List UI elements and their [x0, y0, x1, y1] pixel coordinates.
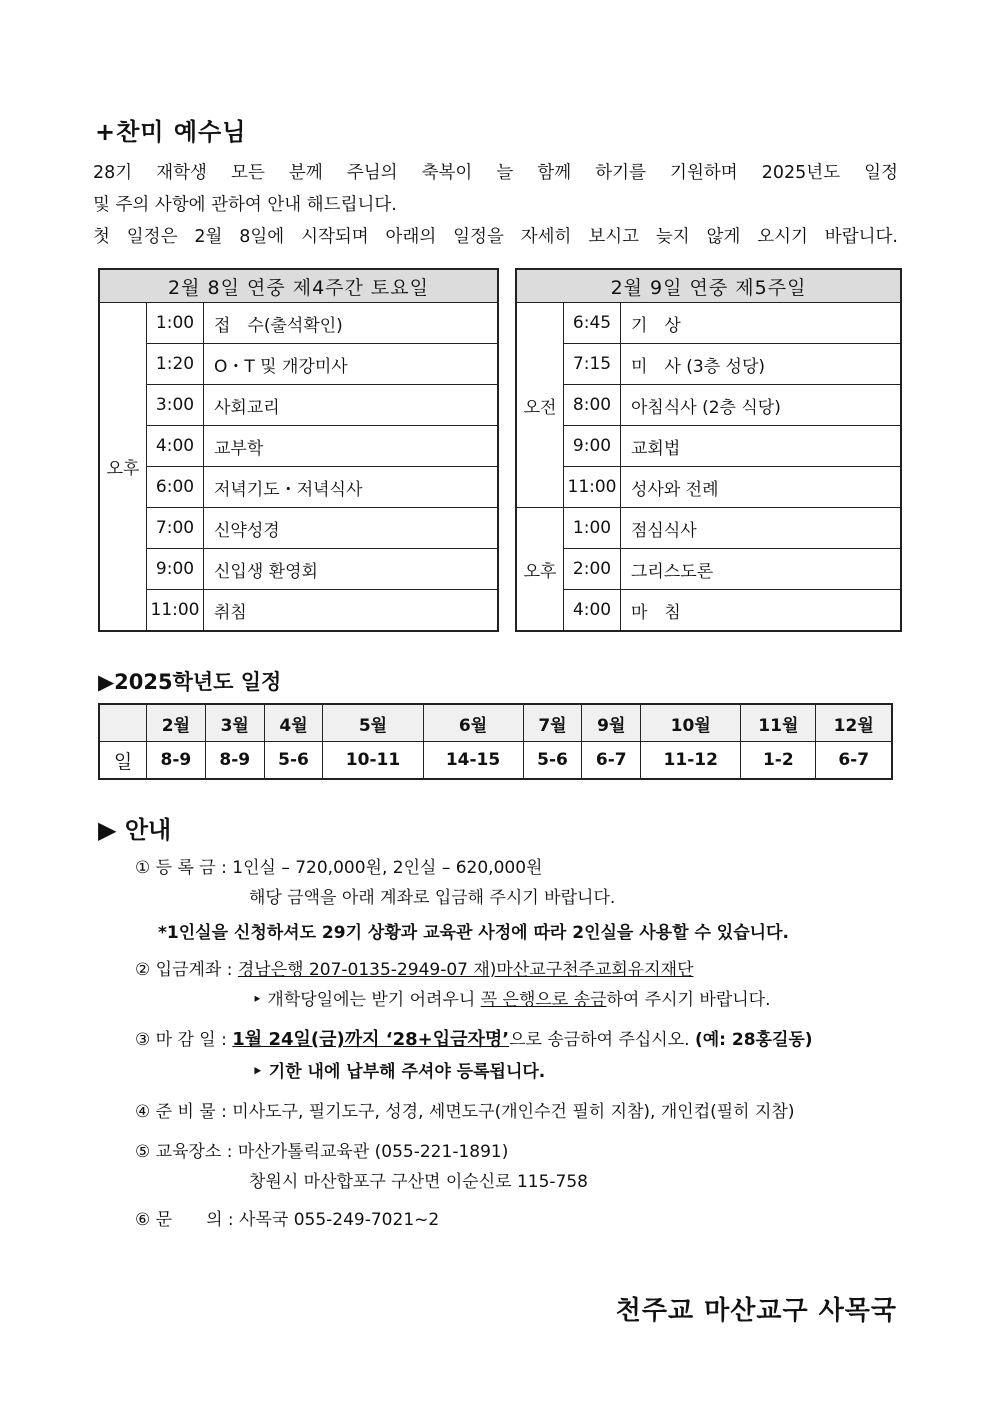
time-cell: 4:00 [564, 590, 621, 632]
month-cell: 3월 [205, 704, 264, 742]
table-row [516, 303, 901, 344]
month-cell: 7월 [523, 704, 582, 742]
fee-label: ① 등 록 금 : [135, 858, 233, 878]
account-value: 경남은행 207-0135-2949-07 재)마산교구천주교회유지재단 [237, 960, 694, 980]
day-range-cell: 8-9 [205, 742, 264, 780]
fee-sub: 해당 금액을 아래 계좌로 입금해 주시기 바랍니다. [249, 888, 616, 908]
year-days-row [99, 742, 892, 780]
intro-line-1: 28기 재학생 모든 분께 주님의 축복이 늘 함께 하기를 기원하며 2025년도 일정 [93, 163, 898, 183]
time-cell: 3:00 [147, 385, 204, 426]
greeting-heading: +찬미 예수님 [95, 118, 247, 146]
deadline-sub: ‣ 기한 내에 납부해 주셔야 등록됩니다. [252, 1062, 546, 1082]
day1-title: 2월 8일 연중 제4주간 토요일 [99, 269, 498, 303]
deadline-rest: 으로 송금하여 주십시오. [509, 1030, 695, 1050]
account-sub-a: ‣ 개학당일에는 받기 어려우니 [252, 990, 481, 1010]
month-cell: 11월 [741, 704, 816, 742]
day2-schedule-table [515, 268, 902, 632]
month-cell: 2월 [147, 704, 206, 742]
time-cell: 7:15 [564, 344, 621, 385]
fee-value: 1인실 – 720,000원, 2인실 – 620,000원 [232, 858, 543, 878]
notice-item-deadline [135, 1025, 813, 1051]
intro-line-2: 및 주의 사항에 관하여 안내 해드립니다. [93, 195, 397, 215]
notice-item-location [135, 1137, 508, 1162]
table-row [99, 344, 498, 385]
time-cell: 9:00 [147, 549, 204, 590]
day-range-cell: 10-11 [323, 742, 423, 780]
activity-cell: 신약성경 [204, 508, 499, 549]
day-range-cell: 5-6 [264, 742, 323, 780]
notice-item-contact [135, 1205, 439, 1230]
deadline-example: (예: 28홍길동) [694, 1030, 813, 1050]
activity-cell: 아침식사 (2층 식당) [621, 385, 902, 426]
activity-cell: 교부학 [204, 426, 499, 467]
day-range-cell: 6-7 [816, 742, 892, 780]
time-cell: 11:00 [147, 590, 204, 632]
year-schedule-title: ▶2025학년도 일정 [98, 670, 282, 694]
time-cell: 9:00 [564, 426, 621, 467]
activity-cell: 신입생 환영회 [204, 549, 499, 590]
time-cell: 4:00 [147, 426, 204, 467]
notice-item-account [135, 955, 694, 980]
activity-cell: 교회법 [621, 426, 902, 467]
year-header-row [99, 704, 892, 742]
day1-schedule-table [98, 268, 499, 632]
table-row [99, 385, 498, 426]
supplies-label: ④ 준 비 물 : [135, 1102, 233, 1122]
location-value: 마산가톨릭교육관 (055-221-1891) [237, 1142, 509, 1162]
table-row [516, 385, 901, 426]
location-label: ⑤ 교육장소 : [135, 1142, 238, 1162]
time-cell: 1:00 [564, 508, 621, 549]
day-range-cell: 6-7 [582, 742, 641, 780]
time-cell: 8:00 [564, 385, 621, 426]
month-cell: 6월 [423, 704, 523, 742]
year-corner-cell [99, 704, 147, 742]
year-schedule-table [98, 703, 893, 780]
activity-cell: 성사와 전례 [621, 467, 902, 508]
month-cell: 10월 [641, 704, 741, 742]
month-cell: 4월 [264, 704, 323, 742]
activity-cell: 그리스도론 [621, 549, 902, 590]
notice-item-fee [135, 853, 542, 878]
activity-cell: 취침 [204, 590, 499, 632]
supplies-value: 미사도구, 필기도구, 성경, 세면도구(개인수건 필히 지참), 개인컵(필히 지참) [232, 1102, 795, 1122]
activity-cell: 접 수(출석확인) [204, 303, 499, 344]
activity-cell: 기 상 [621, 303, 902, 344]
account-sub [252, 985, 771, 1010]
time-cell: 11:00 [564, 467, 621, 508]
table-row [516, 508, 901, 549]
notice-item-supplies [135, 1097, 794, 1122]
table-row [516, 590, 901, 632]
table-row [99, 467, 498, 508]
table-row [516, 467, 901, 508]
deadline-label: ③ 마 감 일 : [135, 1030, 233, 1050]
account-sub-b: 꼭 은행으로 송금 [480, 990, 607, 1010]
table-row [99, 508, 498, 549]
month-cell: 9월 [582, 704, 641, 742]
account-label: ② 입금계좌 : [135, 960, 238, 980]
activity-cell: 미 사 (3층 성당) [621, 344, 902, 385]
time-cell: 6:45 [564, 303, 621, 344]
table-row [99, 303, 498, 344]
day-range-cell: 14-15 [423, 742, 523, 780]
deadline-value: 1월 24일(금)까지 ‘28+입금자명’ [232, 1029, 510, 1050]
table-row [99, 549, 498, 590]
contact-value: 사목국 055-249-7021~2 [239, 1210, 440, 1230]
day-range-cell: 1-2 [741, 742, 816, 780]
month-cell: 5월 [323, 704, 423, 742]
day-range-cell: 5-6 [523, 742, 582, 780]
table-row [99, 426, 498, 467]
table-row [516, 426, 901, 467]
notice-title: ▶ 안내 [98, 816, 172, 844]
day1-period: 오후 [99, 303, 147, 632]
account-sub-c: 하여 주시기 바랍니다. [606, 990, 771, 1010]
intro-line-3: 첫 일정은 2월 8일에 시작되며 아래의 일정을 자세히 보시고 늦지 않게 오시기 바랍니다. [93, 227, 898, 247]
time-cell: 7:00 [147, 508, 204, 549]
table-row [516, 549, 901, 590]
time-cell: 1:00 [147, 303, 204, 344]
time-cell: 2:00 [564, 549, 621, 590]
activity-cell: 마 침 [621, 590, 902, 632]
activity-cell: O・T 및 개강미사 [204, 344, 499, 385]
day2-morning-period: 오전 [516, 303, 564, 508]
year-row-label: 일 [99, 742, 147, 780]
month-cell: 12월 [816, 704, 892, 742]
activity-cell: 점심식사 [621, 508, 902, 549]
time-cell: 1:20 [147, 344, 204, 385]
table-row [516, 344, 901, 385]
activity-cell: 저녁기도・저녁식사 [204, 467, 499, 508]
table-row [99, 590, 498, 632]
contact-label: ⑥ 문 의 : [135, 1210, 240, 1230]
footer-signature: 천주교 마산교구 사목국 [615, 1296, 897, 1326]
fee-note: *1인실을 신청하셔도 29기 상황과 교육관 사정에 따라 2인실을 사용할 수 있습니다. [158, 923, 789, 943]
intro-text [93, 157, 898, 253]
location-address: 창원시 마산합포구 구산면 이순신로 115-758 [249, 1172, 588, 1192]
time-cell: 6:00 [147, 467, 204, 508]
activity-cell: 사회교리 [204, 385, 499, 426]
day2-afternoon-period: 오후 [516, 508, 564, 632]
day-range-cell: 8-9 [147, 742, 206, 780]
day-range-cell: 11-12 [641, 742, 741, 780]
day2-title: 2월 9일 연중 제5주일 [516, 269, 901, 303]
